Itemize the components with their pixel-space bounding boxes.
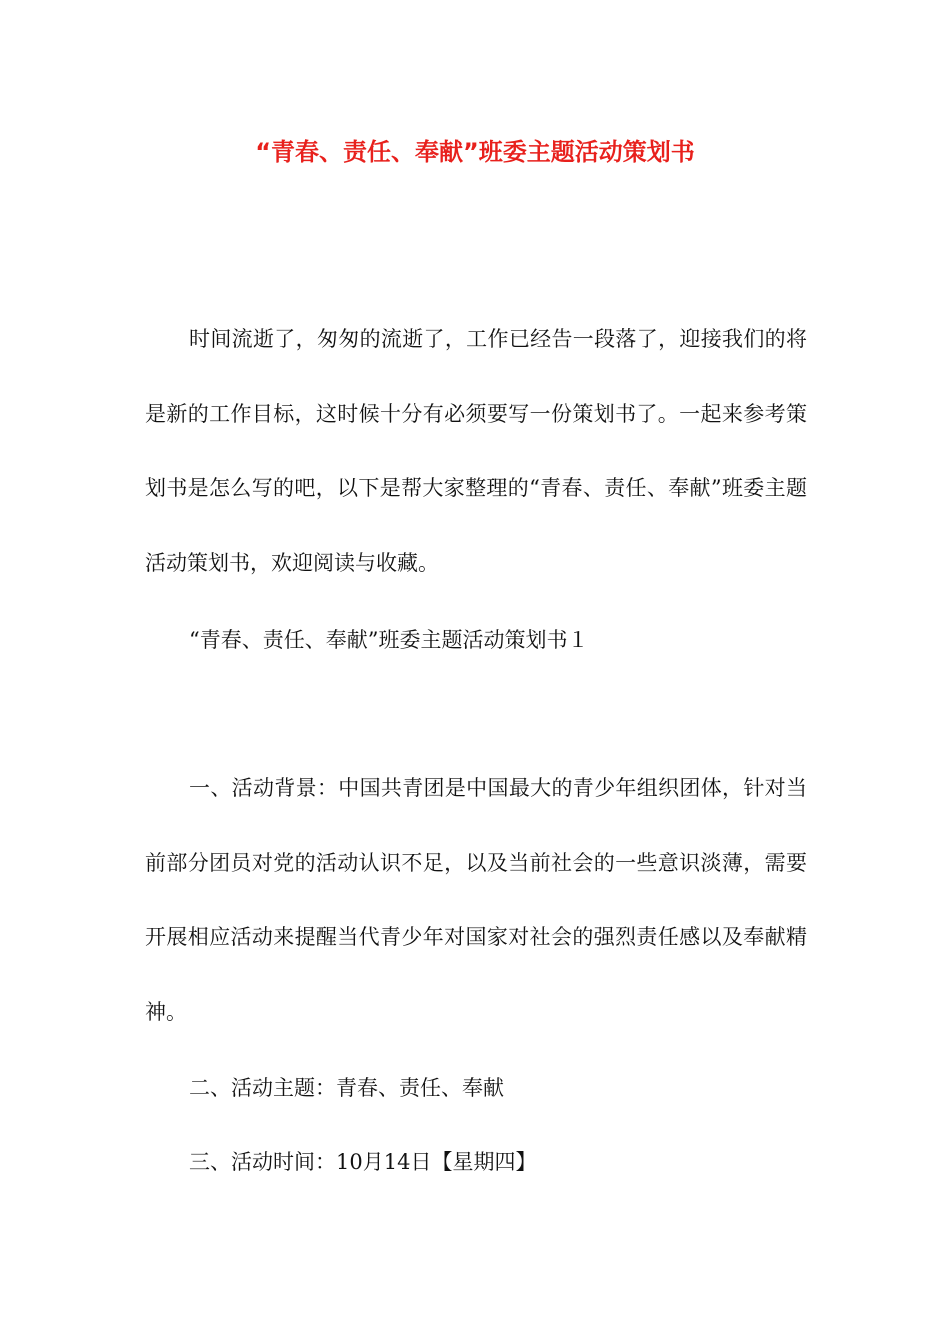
intro-paragraph: 时间流逝了，匆匆的流逝了，工作已经告一段落了，迎接我们的将是新的工作目标，这时候十分有必须要写一份策划书了。一起来参考策划书是怎么写的吧，以下是帮大家整理的“青春、责任、奉献”班委主题活动策划书，欢迎阅读与收藏。	[145, 327, 807, 575]
document-title: “青春、责任、奉献”班委主题活动策划书	[255, 138, 695, 166]
time-paragraph: 三、活动时间：10月14日【星期四】	[189, 1150, 537, 1174]
theme-paragraph: 二、活动主题：青春、责任、奉献	[189, 1076, 504, 1100]
background-paragraph: 一、活动背景：中国共青团是中国最大的青少年组织团体，针对当前部分团员对党的活动认识不足，以及当前社会的一些意识淡薄，需要开展相应活动来提醒当代青少年对国家对社会的强烈责任感以及奉献精神。	[145, 776, 807, 1024]
section-heading: “青春、责任、奉献”班委主题活动策划书１	[189, 628, 589, 652]
